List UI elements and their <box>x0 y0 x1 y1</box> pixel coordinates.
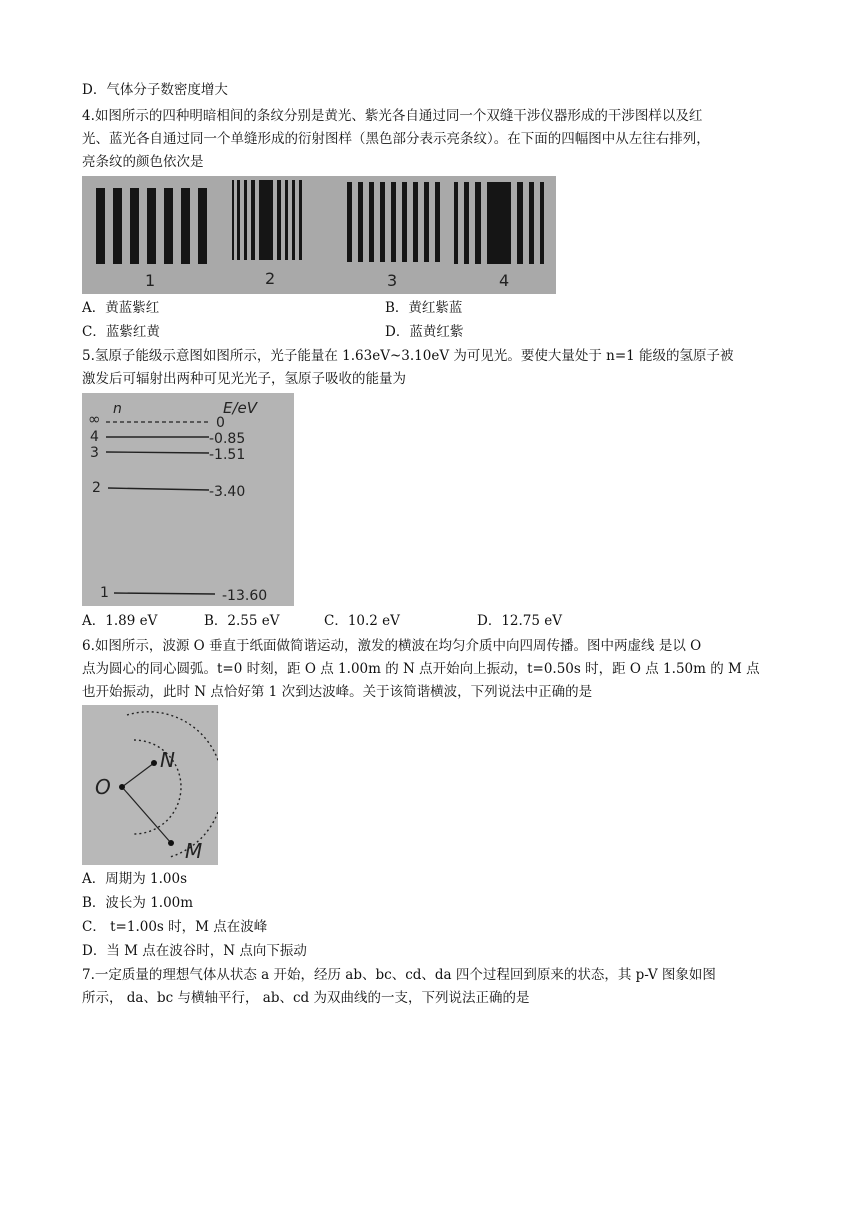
level-e-inf: 0 <box>216 415 225 431</box>
q5-stem-line-2: 激发后可辐射出两种可见光光子，氢原子吸收的能量为 <box>82 371 406 387</box>
q7-stem-line-2: 所示， da、bc 与横轴平行， ab、cd 为双曲线的一支，下列说法正确的是 <box>82 990 530 1006</box>
q6-option-c: C． t=1.00s 时，M 点在波峰 <box>82 919 268 935</box>
fringe-label-2: 2 <box>265 269 276 288</box>
q4-option-a: A．黄蓝紫红 <box>82 300 160 316</box>
q5-option-b: B．2.55 eV <box>204 613 280 629</box>
wave-source-figure <box>82 705 218 865</box>
level-n-inf: ∞ <box>88 410 101 428</box>
q4-stem-line-3: 亮条纹的颜色依次是 <box>82 154 204 170</box>
q4-option-d: D．蓝黄红紫 <box>385 324 464 340</box>
point-n-label: N <box>160 748 175 772</box>
point-o-label: O <box>95 775 111 799</box>
q7-stem-line-1: 7.一定质量的理想气体从状态 a 开始，经历 ab、bc、cd、da 四个过程回到原来的状态，其 p-V 图象如图 <box>82 967 716 983</box>
level-e-3: -1.51 <box>209 447 246 463</box>
fringe-patterns-figure <box>82 176 556 294</box>
q5-option-d: D．12.75 eV <box>477 613 563 629</box>
q3-option-d: D．气体分子数密度增大 <box>82 82 228 98</box>
fringe-label-4: 4 <box>499 271 510 290</box>
q6-option-d: D．当 M 点在波谷时，N 点向下振动 <box>82 943 307 959</box>
level-e-1: -13.60 <box>222 588 268 604</box>
q4-stem-line-1: 4.如图所示的四种明暗相间的条纹分别是黄光、紫光各自通过同一个双缝干涉仪器形成的干涉图样以及红 <box>82 108 703 124</box>
q6-stem-line-2: 点为圆心的同心圆弧。t=0 时刻，距 O 点 1.00m 的 N 点开始向上振动，t=0.50s 时，距 O 点 1.50m 的 M 点 <box>82 661 760 677</box>
q5-stem-line-1: 5.氢原子能级示意图如图所示，光子能量在 1.63eV~3.10eV 为可见光。要使大量处于 n=1 能级的氢原子被 <box>82 348 734 364</box>
q6-stem-line-3: 也开始振动，此时 N 点恰好第 1 次到达波峰。关于该简谐横波，下列说法中正确的是 <box>82 684 593 700</box>
point-m-label: M <box>185 839 203 863</box>
level-n-2: 2 <box>92 480 101 496</box>
fringe-label-1: 1 <box>145 271 156 290</box>
q4-option-c: C．蓝紫红黄 <box>82 324 160 340</box>
level-n-3: 3 <box>90 445 99 461</box>
energy-level-diagram <box>82 393 294 606</box>
n-axis-label: n <box>113 401 122 417</box>
level-n-1: 1 <box>100 585 109 601</box>
q5-option-c: C．10.2 eV <box>324 613 400 629</box>
q6-option-a: A．周期为 1.00s <box>82 871 188 887</box>
fringe-pattern-3 <box>347 182 440 262</box>
fringe-pattern-4 <box>454 182 544 264</box>
level-n-4: 4 <box>90 429 99 445</box>
level-e-2: -3.40 <box>209 484 246 500</box>
fringe-label-3: 3 <box>387 271 398 290</box>
energy-axis-label: E/eV <box>223 399 258 417</box>
q6-option-b: B．波长为 1.00m <box>82 895 194 911</box>
q5-option-a: A．1.89 eV <box>82 613 158 629</box>
level-e-4: -0.85 <box>209 431 246 447</box>
q4-stem-line-2: 光、蓝光各自通过同一个单缝形成的衍射图样（黑色部分表示亮条纹）。在下面的四幅图中从左往右排列， <box>82 131 710 147</box>
q4-option-b: B．黄红紫蓝 <box>385 300 463 316</box>
q6-stem-line-1: 6.如图所示，波源 O 垂直于纸面做简谐运动，激发的横波在均匀介质中向四周传播。图中两虚线 是以 O <box>82 638 702 654</box>
